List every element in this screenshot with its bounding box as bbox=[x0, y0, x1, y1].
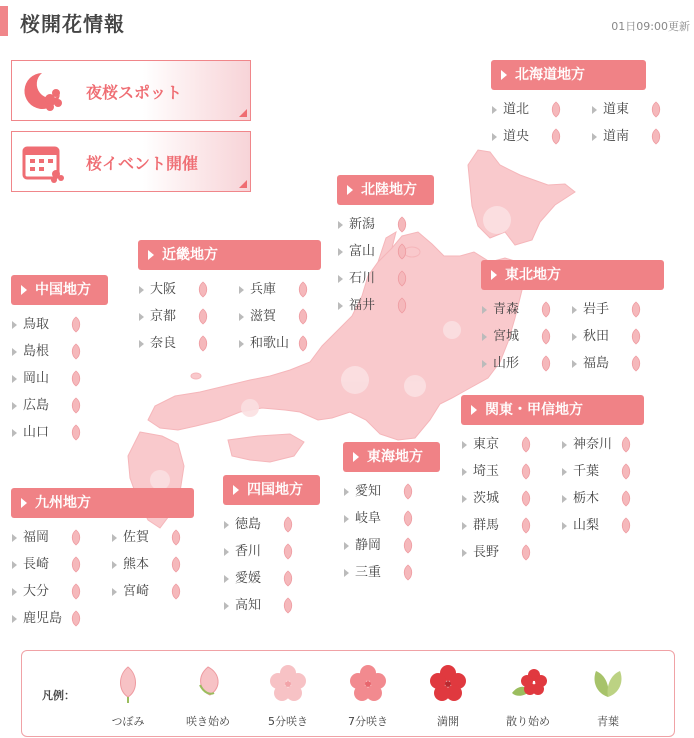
bud-icon bbox=[539, 301, 553, 319]
prefecture-label: 群馬 bbox=[473, 518, 500, 533]
bud-icon bbox=[629, 301, 643, 319]
prefecture-link[interactable] bbox=[491, 99, 587, 121]
legend-item-start: 咲き始め bbox=[168, 661, 248, 733]
bud-icon bbox=[196, 308, 210, 326]
prefecture-link[interactable] bbox=[11, 554, 107, 576]
prefecture-link[interactable] bbox=[138, 333, 234, 355]
bud-icon bbox=[519, 490, 533, 508]
prefecture-link[interactable] bbox=[461, 542, 557, 564]
bud-icon bbox=[629, 328, 643, 346]
prefecture-link[interactable] bbox=[591, 99, 687, 121]
prefecture-link[interactable] bbox=[561, 515, 657, 537]
bud-icon bbox=[619, 490, 633, 508]
prefecture-link[interactable] bbox=[343, 508, 440, 530]
legend-item-bud: つぼみ bbox=[88, 661, 168, 733]
bud-icon bbox=[296, 335, 310, 353]
half-bloom-icon bbox=[268, 663, 308, 703]
prefecture-link[interactable] bbox=[481, 326, 567, 348]
prefecture-label: 岡山 bbox=[23, 371, 50, 386]
prefecture-label: 岩手 bbox=[583, 302, 610, 317]
full-bloom-icon bbox=[428, 663, 468, 703]
prefecture-label: 宮崎 bbox=[123, 584, 150, 599]
bud-icon bbox=[69, 424, 83, 442]
start-bloom-icon bbox=[188, 663, 228, 703]
prefecture-label: 福岡 bbox=[23, 530, 50, 545]
legend-item-full: 満開 bbox=[408, 661, 488, 733]
bud-icon bbox=[549, 101, 563, 119]
prefecture-link[interactable] bbox=[11, 341, 108, 363]
bud-icon bbox=[401, 564, 415, 582]
prefecture-link[interactable] bbox=[11, 314, 108, 336]
prefecture-label: 愛知 bbox=[355, 484, 382, 499]
prefecture-label: 山梨 bbox=[573, 518, 600, 533]
prefecture-label: 富山 bbox=[349, 244, 376, 259]
prefecture-label: 千葉 bbox=[573, 464, 600, 479]
bud-icon bbox=[69, 316, 83, 334]
prefecture-label: 青森 bbox=[493, 302, 520, 317]
prefecture-label: 兵庫 bbox=[250, 282, 277, 297]
prefecture-link[interactable] bbox=[238, 306, 334, 328]
prefecture-label: 道東 bbox=[603, 102, 630, 117]
updated-timestamp: 01日09:00更新 bbox=[611, 20, 690, 33]
prefecture-label: 三重 bbox=[355, 565, 382, 580]
prefecture-label: 栃木 bbox=[573, 491, 600, 506]
prefecture-link[interactable] bbox=[11, 368, 108, 390]
prefecture-link[interactable] bbox=[561, 461, 657, 483]
prefecture-link[interactable] bbox=[571, 299, 657, 321]
prefecture-label: 新潟 bbox=[349, 217, 376, 232]
bud-icon bbox=[281, 570, 295, 588]
region-header[interactable]: 近畿地方 bbox=[138, 240, 321, 270]
sakura-event-label: 桜イベント開催 bbox=[86, 154, 199, 173]
prefecture-link[interactable] bbox=[223, 595, 320, 617]
prefecture-label: 島根 bbox=[23, 344, 50, 359]
region-header[interactable]: 関東・甲信地方 bbox=[461, 395, 644, 425]
prefecture-label: 愛媛 bbox=[235, 571, 262, 586]
prefecture-label: 石川 bbox=[349, 271, 376, 286]
prefecture-label: 大阪 bbox=[150, 282, 177, 297]
prefecture-link[interactable] bbox=[11, 422, 108, 444]
prefecture-label: 福島 bbox=[583, 356, 610, 371]
bud-icon bbox=[649, 128, 663, 146]
bud-icon bbox=[69, 397, 83, 415]
prefecture-label: 秋田 bbox=[583, 329, 610, 344]
prefecture-link[interactable] bbox=[343, 535, 440, 557]
bud-icon bbox=[196, 281, 210, 299]
bud-icon bbox=[619, 463, 633, 481]
region-header[interactable]: 北陸地方 bbox=[337, 175, 434, 205]
bud-icon bbox=[519, 436, 533, 454]
prefecture-label: 京都 bbox=[150, 309, 177, 324]
prefecture-label: 大分 bbox=[23, 584, 50, 599]
bud-icon bbox=[69, 343, 83, 361]
bud-icon bbox=[395, 243, 409, 261]
bud-icon bbox=[395, 297, 409, 315]
prefecture-link[interactable] bbox=[337, 268, 434, 290]
bud-icon bbox=[69, 583, 83, 601]
prefecture-label: 鳥取 bbox=[23, 317, 50, 332]
bud-icon bbox=[169, 556, 183, 574]
prefecture-link[interactable] bbox=[238, 333, 334, 355]
prefecture-label: 奈良 bbox=[150, 336, 177, 351]
region-header[interactable]: 四国地方 bbox=[223, 475, 320, 505]
prefecture-link[interactable] bbox=[223, 568, 320, 590]
prefecture-link[interactable] bbox=[337, 241, 434, 263]
bud-icon bbox=[401, 510, 415, 528]
prefecture-link[interactable] bbox=[111, 581, 207, 603]
prefecture-link[interactable] bbox=[343, 562, 440, 584]
prefecture-label: 徳島 bbox=[235, 517, 262, 532]
seventy-bloom-icon bbox=[348, 663, 388, 703]
prefecture-link[interactable] bbox=[481, 299, 567, 321]
prefecture-label: 滋賀 bbox=[250, 309, 277, 324]
prefecture-link[interactable] bbox=[461, 515, 557, 537]
region-header[interactable]: 東北地方 bbox=[481, 260, 664, 290]
bud-icon bbox=[281, 597, 295, 615]
prefecture-label: 宮城 bbox=[493, 329, 520, 344]
bud-icon bbox=[629, 355, 643, 373]
bud-icon bbox=[69, 610, 83, 628]
prefecture-link[interactable] bbox=[461, 488, 557, 510]
prefecture-link[interactable] bbox=[111, 527, 207, 549]
prefecture-label: 香川 bbox=[235, 544, 262, 559]
bud-icon bbox=[539, 328, 553, 346]
prefecture-link[interactable] bbox=[337, 214, 434, 236]
legend bbox=[21, 650, 675, 737]
region-header[interactable]: 東海地方 bbox=[343, 442, 440, 472]
prefecture-label: 埼玉 bbox=[473, 464, 500, 479]
bud-icon bbox=[296, 308, 310, 326]
prefecture-link[interactable] bbox=[461, 461, 557, 483]
prefecture-link[interactable] bbox=[138, 279, 234, 301]
bud-icon bbox=[401, 483, 415, 501]
prefecture-link[interactable] bbox=[11, 581, 107, 603]
night-sakura-label: 夜桜スポット bbox=[86, 83, 183, 102]
prefecture-link[interactable] bbox=[491, 126, 587, 148]
prefecture-label: 神奈川 bbox=[573, 437, 613, 452]
prefecture-link[interactable] bbox=[223, 541, 320, 563]
prefecture-label: 山口 bbox=[23, 425, 50, 440]
bud-icon bbox=[108, 663, 148, 703]
prefecture-link[interactable] bbox=[571, 326, 657, 348]
legend-item-green: 青葉 bbox=[568, 661, 648, 733]
prefecture-link[interactable] bbox=[571, 353, 657, 375]
region-header[interactable]: 九州地方 bbox=[11, 488, 194, 518]
prefecture-link[interactable] bbox=[138, 306, 234, 328]
region-header[interactable]: 北海道地方 bbox=[491, 60, 646, 90]
prefecture-label: 岐阜 bbox=[355, 511, 382, 526]
prefecture-link[interactable] bbox=[337, 295, 434, 317]
legend-item-half: 5分咲き bbox=[248, 661, 328, 733]
bud-icon bbox=[169, 583, 183, 601]
prefecture-link[interactable] bbox=[11, 608, 107, 630]
legend-item-seventy: 7分咲き bbox=[328, 661, 408, 733]
prefecture-link[interactable] bbox=[343, 481, 440, 503]
bud-icon bbox=[401, 537, 415, 555]
bud-icon bbox=[619, 517, 633, 535]
bud-icon bbox=[619, 436, 633, 454]
prefecture-label: 高知 bbox=[235, 598, 262, 613]
prefecture-label: 静岡 bbox=[355, 538, 382, 553]
bud-icon bbox=[519, 544, 533, 562]
prefecture-label: 山形 bbox=[493, 356, 520, 371]
prefecture-label: 熊本 bbox=[123, 557, 150, 572]
prefecture-label: 道央 bbox=[503, 129, 530, 144]
bud-icon bbox=[69, 556, 83, 574]
prefecture-link[interactable] bbox=[223, 514, 320, 536]
bud-icon bbox=[281, 516, 295, 534]
bud-icon bbox=[539, 355, 553, 373]
prefecture-label: 道南 bbox=[603, 129, 630, 144]
prefecture-link[interactable] bbox=[561, 434, 657, 456]
prefecture-link[interactable] bbox=[561, 488, 657, 510]
bud-icon bbox=[281, 543, 295, 561]
prefecture-label: 道北 bbox=[503, 102, 530, 117]
prefecture-label: 佐賀 bbox=[123, 530, 150, 545]
legend-item-falling: 散り始め bbox=[488, 661, 568, 733]
prefecture-link[interactable] bbox=[111, 554, 207, 576]
legend-title: 凡例： bbox=[42, 689, 75, 702]
bud-icon bbox=[395, 216, 409, 234]
prefecture-label: 茨城 bbox=[473, 491, 500, 506]
bud-icon bbox=[519, 517, 533, 535]
page-title: 桜開花情報 bbox=[20, 12, 125, 36]
prefecture-link[interactable] bbox=[461, 434, 557, 456]
falling-icon bbox=[508, 663, 548, 703]
bud-icon bbox=[69, 529, 83, 547]
bud-icon bbox=[549, 128, 563, 146]
prefecture-link[interactable] bbox=[238, 279, 334, 301]
prefecture-label: 東京 bbox=[473, 437, 500, 452]
bud-icon bbox=[519, 463, 533, 481]
green-leaves-icon bbox=[588, 663, 628, 703]
bud-icon bbox=[69, 370, 83, 388]
bud-icon bbox=[395, 270, 409, 288]
prefecture-label: 広島 bbox=[23, 398, 50, 413]
prefecture-label: 福井 bbox=[349, 298, 376, 313]
region-header[interactable]: 中国地方 bbox=[11, 275, 108, 305]
prefecture-label: 長野 bbox=[473, 545, 500, 560]
prefecture-link[interactable] bbox=[11, 527, 107, 549]
prefecture-link[interactable] bbox=[591, 126, 687, 148]
bud-icon bbox=[196, 335, 210, 353]
bud-icon bbox=[296, 281, 310, 299]
bud-icon bbox=[169, 529, 183, 547]
prefecture-link[interactable] bbox=[11, 395, 108, 417]
prefecture-link[interactable] bbox=[481, 353, 567, 375]
prefecture-label: 長崎 bbox=[23, 557, 50, 572]
prefecture-label: 和歌山 bbox=[250, 336, 290, 351]
prefecture-label: 鹿児島 bbox=[23, 611, 63, 626]
bud-icon bbox=[649, 101, 663, 119]
